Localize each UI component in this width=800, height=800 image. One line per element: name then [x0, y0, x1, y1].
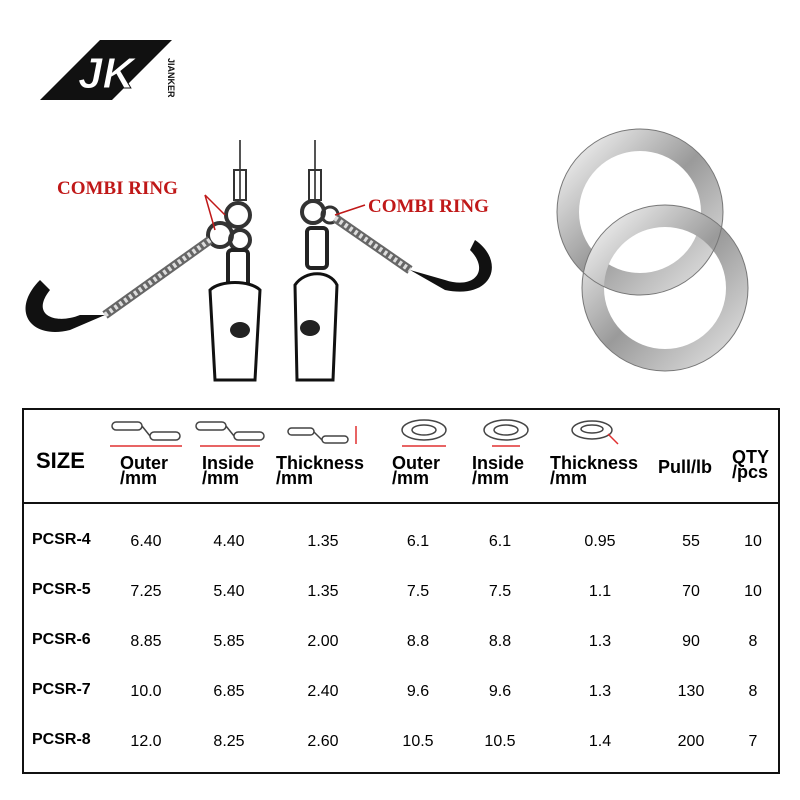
table-cell: 2.40 [307, 683, 339, 700]
ring-top-inside-icon [484, 420, 528, 446]
table-cell: 7 [748, 733, 758, 750]
table-cell: 8.25 [213, 733, 245, 750]
ring-top-outer-icon [402, 420, 446, 446]
spec-table [22, 408, 780, 774]
combi-ring-callout-left: COMBI RING [57, 178, 178, 199]
table-cell: 6.85 [213, 683, 245, 700]
table-cell: 1.4 [588, 733, 612, 750]
header-split-thickness: Thickness /mm [276, 453, 365, 488]
header-divider [24, 502, 778, 504]
table-cell: 2.00 [307, 633, 339, 650]
row-model: PCSR-7 [32, 681, 91, 698]
table-cell: 10.0 [130, 683, 162, 700]
table-cell: 6.1 [488, 533, 512, 550]
table-cell: 8 [748, 683, 758, 700]
table-cell: 1.35 [307, 583, 339, 600]
right-rig-illustration [285, 140, 515, 390]
table-cell: 8.8 [488, 633, 512, 650]
header-ring-inside: Inside /mm [472, 453, 525, 488]
row-model: PCSR-8 [32, 731, 91, 748]
table-cell: 70 [682, 583, 700, 600]
svg-text:JIANKER: JIANKER [166, 58, 176, 98]
header-pull: Pull/lb [658, 457, 712, 477]
table-cell: 7.25 [130, 583, 162, 600]
row-model: PCSR-4 [32, 531, 91, 548]
table-cell: 5.40 [213, 583, 245, 600]
split-ring-side-thickness-icon [288, 426, 356, 444]
table-cell: 4.40 [213, 533, 245, 550]
combi-ring-callout-right: COMBI RING [368, 196, 489, 217]
jianker-logo [40, 38, 180, 102]
table-cell: 1.35 [307, 533, 339, 550]
table-cell: 9.6 [488, 683, 512, 700]
table-cell: 8.85 [130, 633, 162, 650]
table-cell: 2.60 [307, 733, 339, 750]
split-ring-side-inside-icon [196, 422, 264, 446]
table-cell: 9.6 [406, 683, 430, 700]
table-cell: 5.85 [213, 633, 245, 650]
table-cell: 1.3 [588, 683, 612, 700]
row-model: PCSR-6 [32, 631, 91, 648]
table-cell: 7.5 [406, 583, 430, 600]
table-cell: 0.95 [584, 533, 616, 550]
split-ring-photo [540, 120, 770, 385]
split-ring-side-outer-icon [110, 422, 182, 446]
table-cell: 6.1 [406, 533, 430, 550]
svg-text:JK: JK [78, 49, 135, 98]
table-cell: 7.5 [488, 583, 512, 600]
table-cell: 55 [682, 533, 700, 550]
table-cell: 130 [677, 683, 705, 700]
header-split-inside: Inside /mm [202, 453, 255, 488]
table-cell: 200 [677, 733, 705, 750]
table-cell: 1.3 [588, 633, 612, 650]
header-qty: QTY /pcs [732, 447, 770, 482]
header-icons [110, 418, 710, 450]
table-cell: 1.1 [588, 583, 612, 600]
table-cell: 10.5 [402, 733, 434, 750]
table-cell: 12.0 [130, 733, 162, 750]
size-header: SIZE [36, 448, 85, 473]
table-cell: 8 [748, 633, 758, 650]
header-ring-outer: Outer /mm [392, 453, 441, 488]
ring-top-thickness-icon [572, 421, 618, 444]
table-cell: 90 [682, 633, 700, 650]
table-cell: 10 [744, 583, 762, 600]
header-split-outer: Outer /mm [120, 453, 169, 488]
table-cell: 10 [744, 533, 762, 550]
table-cell: 10.5 [484, 733, 516, 750]
header-ring-thickness: Thickness /mm [550, 453, 639, 488]
table-cell: 6.40 [130, 533, 162, 550]
row-model: PCSR-5 [32, 581, 91, 598]
table-cell: 8.8 [406, 633, 430, 650]
